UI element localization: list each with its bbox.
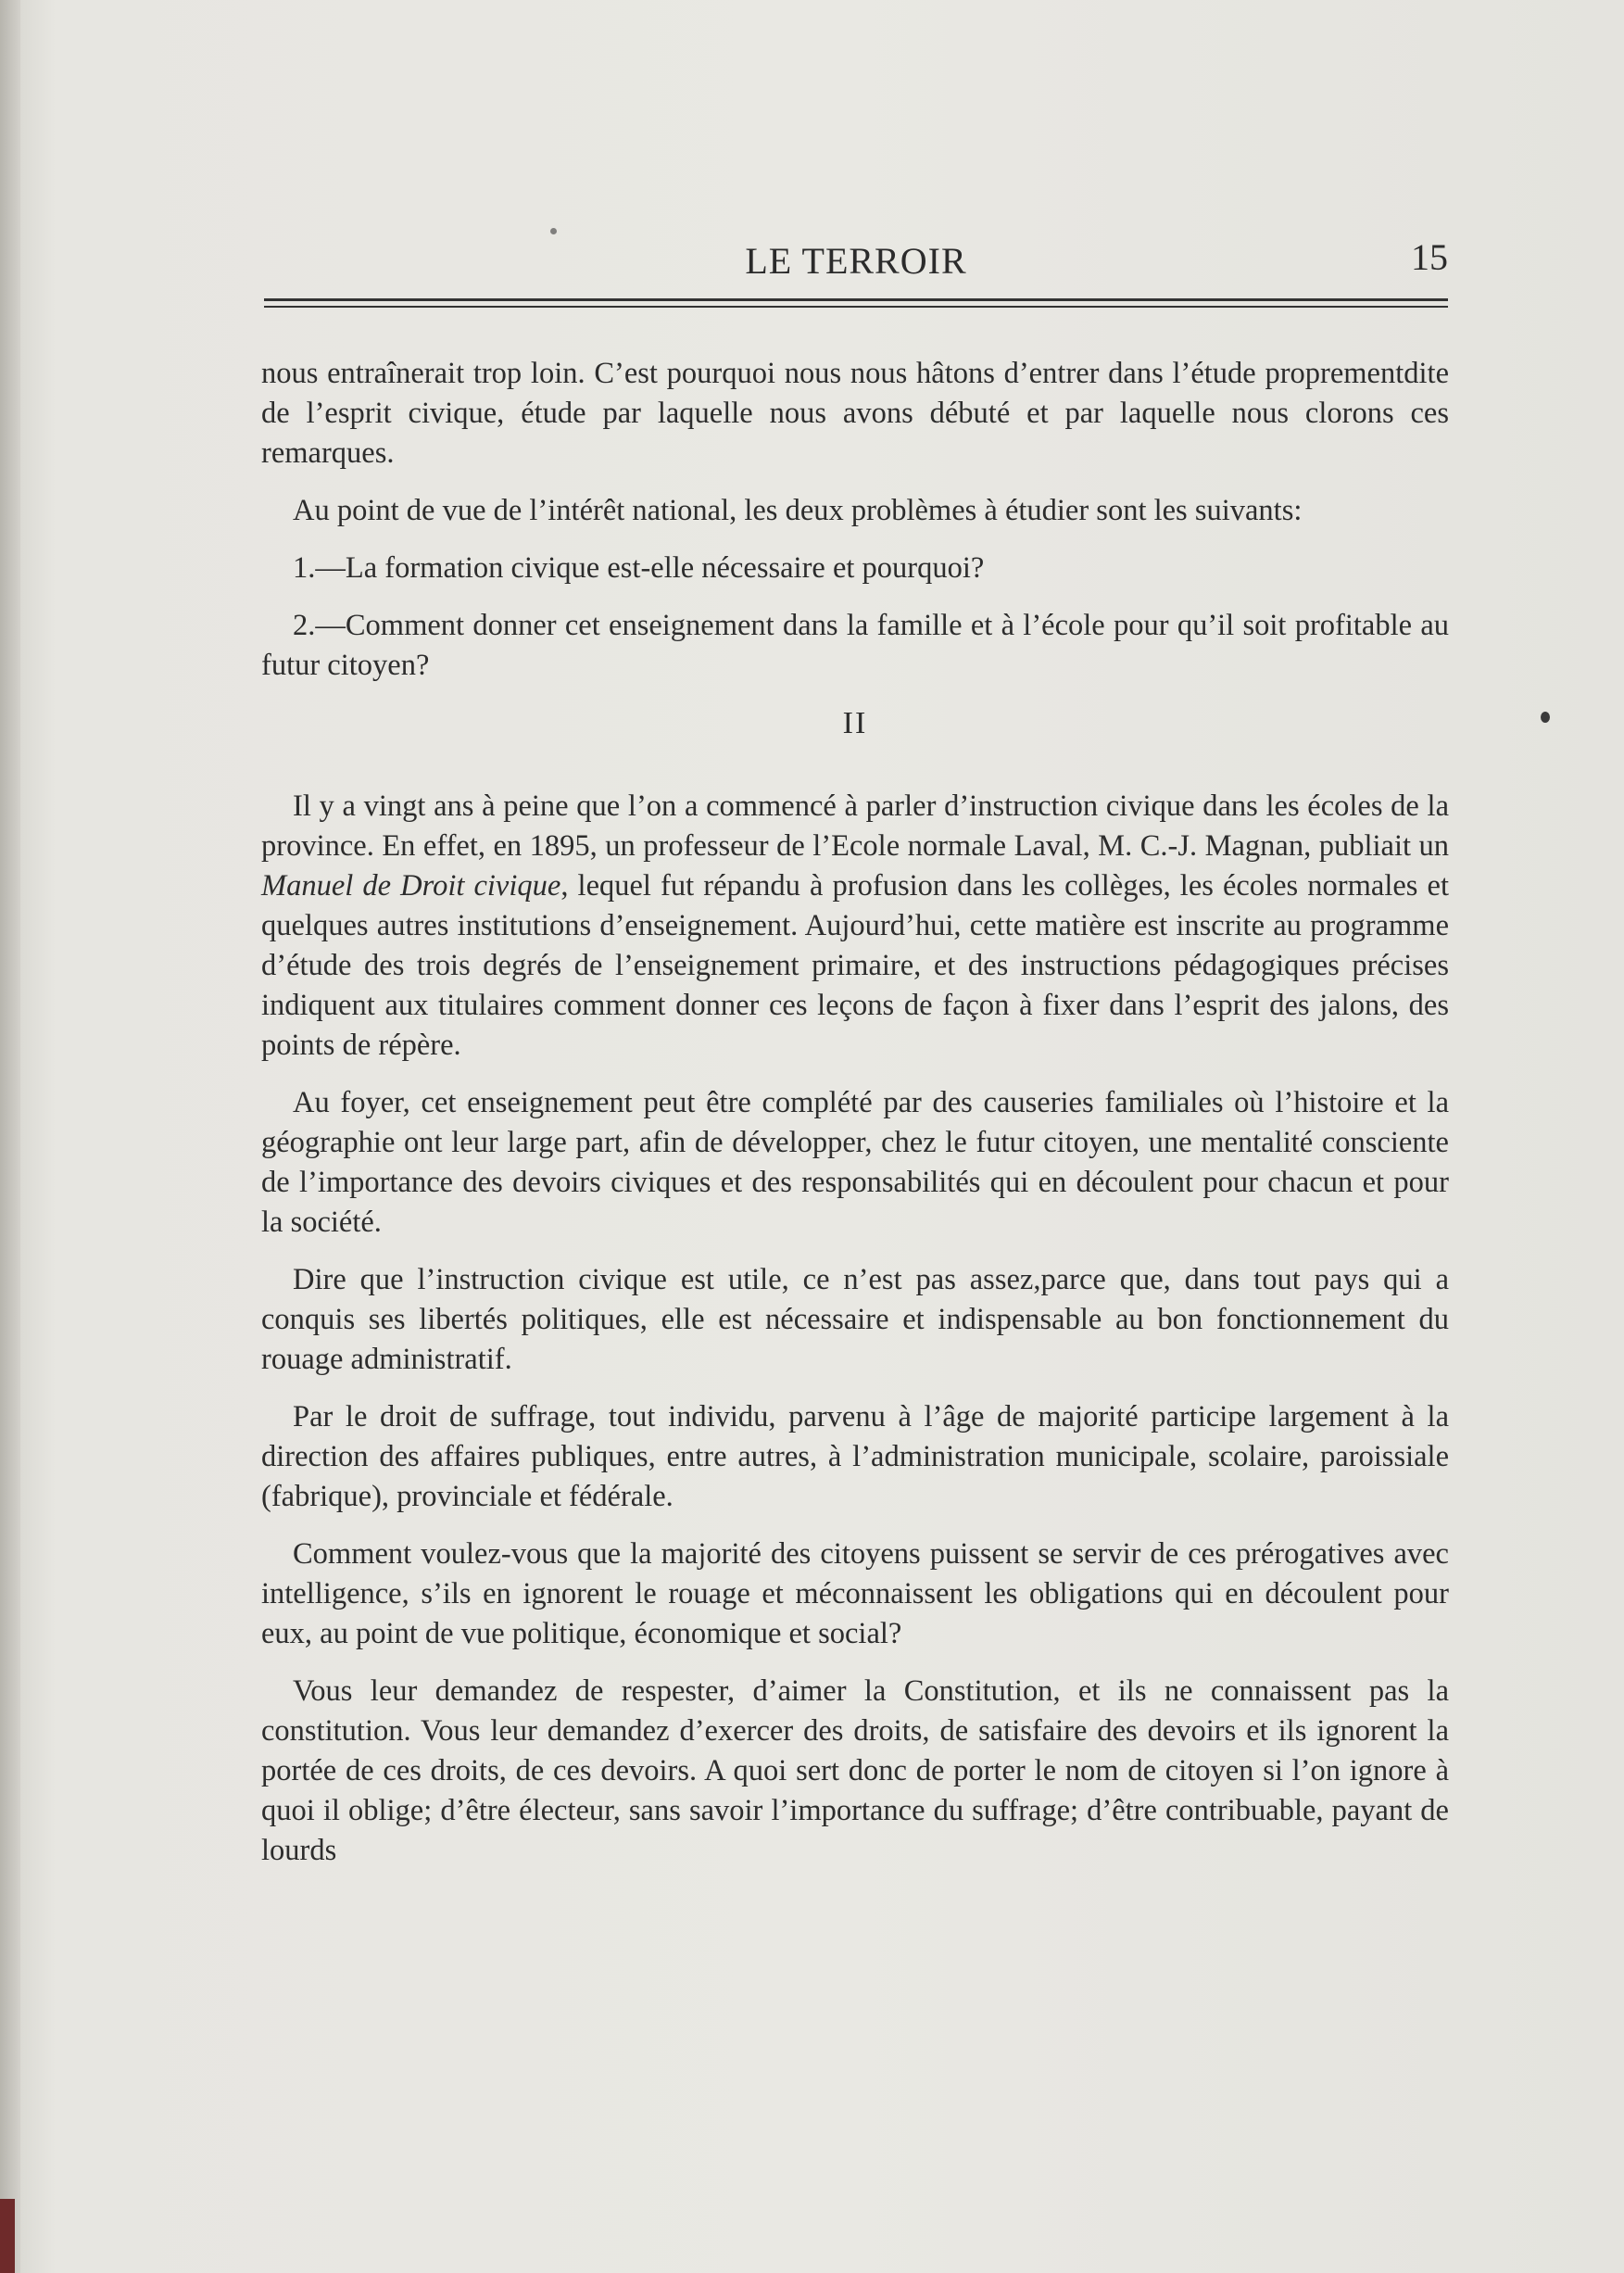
paragraph: Par le droit de suffrage, tout individu, parvenu à l’âge de majorité participe largement à la direction des affaires publiques, entre autres, à l’administration municipale, scolaire, paroissiale (fabrique), provinciale et fédérale. xyxy=(261,1400,1449,1513)
page-binding xyxy=(0,0,20,2273)
page-number: 15 xyxy=(1411,236,1448,278)
paragraph xyxy=(261,787,1449,1066)
page-header xyxy=(264,230,1448,285)
paragraph: Dire que l’instruction civique est utile, ce n’est pas assez,parce que, dans tout pays qui a conquis ses libertés politiques, elle est nécessaire et indispensable au bon fonctionnement du rouage administratif. xyxy=(261,1263,1449,1376)
paragraph: Comment voulez-vous que la majorité des citoyens puissent se servir de ces prérogatives avec intelligence, s’ils en ignorent le rouage et méconnaissent les obligations qui en découlent pour eux, au point de vue politique, économique et social? xyxy=(261,1537,1449,1650)
book-title: Manuel de Droit civique xyxy=(261,869,561,903)
list-item: 1.—La formation civique est-elle nécessaire et pourquoi? xyxy=(293,551,985,585)
paragraph: nous entraînerait trop loin. C’est pourquoi nous nous hâtons d’entrer dans l’étude proprementdite de l’esprit civique, étude par laquelle nous avons débuté et par laquelle nous clorons ces remarques. xyxy=(261,357,1449,470)
header-rule-thick xyxy=(264,298,1448,301)
header-rule-thin xyxy=(264,306,1448,308)
paper-speck xyxy=(550,228,557,234)
section-heading: II xyxy=(842,706,868,740)
list-item: 2.—Comment donner cet enseignement dans la famille et à l’école pour qu’il soit profitable au futur citoyen? xyxy=(261,609,1449,682)
paragraph-text: Il y a vingt ans à peine que l’on a commencé à parler d’instruction civique dans les écoles de la province. En effet, en 1895, un professeur de l’Ecole normale Laval, M. C.-J. Magnan, publiait un xyxy=(261,789,1449,863)
paragraph: Au point de vue de l’intérêt national, les deux problèmes à étudier sont les suivants: xyxy=(293,494,1303,527)
cover-edge xyxy=(0,2199,15,2273)
body-text xyxy=(261,354,1449,1888)
running-head: LE TERROIR xyxy=(745,240,967,282)
paragraph: Au foyer, cet enseignement peut être complété par des causeries familiales où l’histoire et la géographie ont leur large part, afin de développer, chez le futur citoyen, une mentalité consciente de l’importance des devoirs civiques et des responsabilités qui en découlent pour chacun et pour la société. xyxy=(261,1086,1449,1239)
paragraph-text: , lequel fut répandu à profusion dans les collèges, les écoles normales et quelques autres institutions d’enseignement. Aujourd’hui, cette matière est inscrite au programme d’étude des trois degrés de l’enseignement primaire, et des instructions pédagogiques précises indiquent aux titulaires comment donner ces leçons de façon à fixer dans l’esprit des jalons, des points de répère. xyxy=(261,869,1449,1062)
paper-speck xyxy=(1541,712,1550,723)
paragraph: Vous leur demandez de respester, d’aimer la Constitution, et ils ne connaissent pas la constitution. Vous leur demandez d’exercer des droits, de satisfaire des devoirs et ils ignorent la portée de ces droits, de ces devoirs. A quoi sert donc de porter le nom de citoyen si l’on ignore à quoi il oblige; d’être électeur, sans savoir l’importance du suffrage; d’être contribuable, payant de lourds xyxy=(261,1674,1449,1867)
